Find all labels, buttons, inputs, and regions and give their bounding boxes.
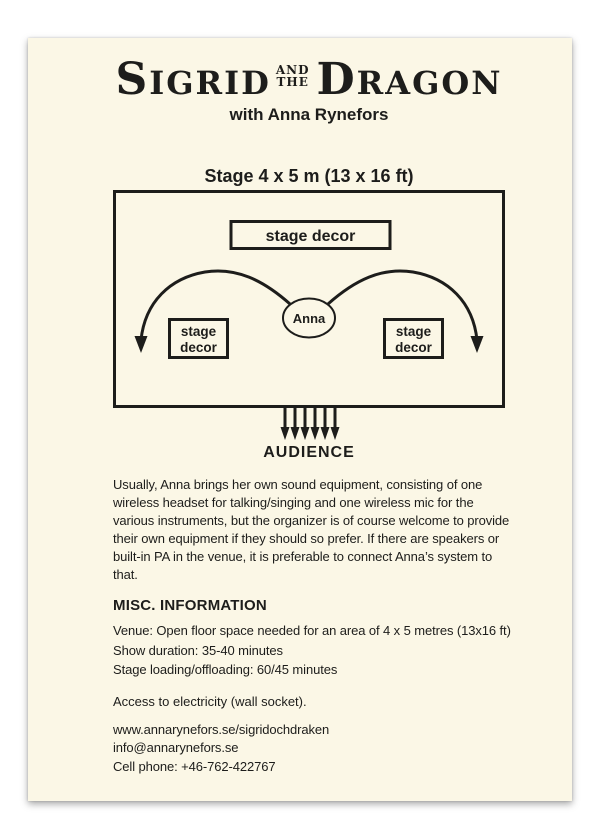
audience-arrows [281, 408, 340, 440]
sound-equipment-paragraph: Usually, Anna brings her own sound equipment, consisting of one wireless headset for talking/singing and one wireless mic for the various instruments, but the organizer is of course welcome to provide their own equipment if they should so prefer. If there are speakers or built-in PA in the venue, it is preferable to connect Anna’s system to that. [113, 477, 510, 582]
email-address: info@annarynefors.se [113, 740, 239, 755]
website-url: www.annarynefors.se/sigridochdraken [113, 721, 330, 737]
electricity-note: Access to electricity (wall socket). [113, 693, 307, 709]
title-connector-top: AND [275, 63, 310, 77]
title-word2-initial: D [316, 54, 357, 105]
audience-arrow [281, 408, 290, 440]
title-word1-initial: S [115, 54, 150, 105]
audience-label: AUDIENCE [263, 444, 355, 460]
stage-diagram [113, 190, 505, 460]
title-connector [276, 64, 310, 88]
arrowhead-right [471, 336, 484, 353]
page-content [28, 38, 513, 776]
title-word2-rest: RAGON [356, 64, 503, 102]
arrowhead-left [135, 336, 148, 353]
audience-arrow [291, 408, 300, 440]
contact-block [113, 721, 513, 777]
stage-decor-right-line1: stage [395, 324, 432, 339]
show-duration-line: Show duration: 35-40 minutes [113, 642, 283, 658]
audience-arrow [301, 408, 310, 440]
misc-information-list [113, 621, 513, 680]
stage-loading-line: Stage loading/offloading: 60/45 minutes [113, 662, 338, 677]
title-word1-rest: IGRID [149, 64, 271, 102]
show-subtitle: with Anna Rynefors [229, 105, 389, 124]
cell-phone: Cell phone: +46-762-422767 [113, 758, 276, 774]
stage-decor-right-line2: decor [395, 340, 432, 355]
stage-dimensions-heading: Stage 4 x 5 m (13 x 16 ft) [204, 166, 414, 186]
title-connector-bottom: THE [276, 75, 309, 89]
stage-decor-left-line1: stage [180, 324, 217, 339]
show-title [113, 54, 505, 105]
stage-decor-left-line2: decor [180, 340, 217, 355]
stage-decor-label-top: stage decor [265, 228, 356, 245]
rider-page [28, 38, 572, 801]
performer-label: Anna [292, 311, 326, 326]
audience-arrow [331, 408, 340, 440]
audience-arrow [321, 408, 330, 440]
audience-arrow [311, 408, 320, 440]
venue-line: Venue: Open floor space needed for an area of 4 x 5 metres (13x16 ft) [113, 623, 511, 638]
misc-information-heading: MISC. INFORMATION [113, 597, 267, 614]
